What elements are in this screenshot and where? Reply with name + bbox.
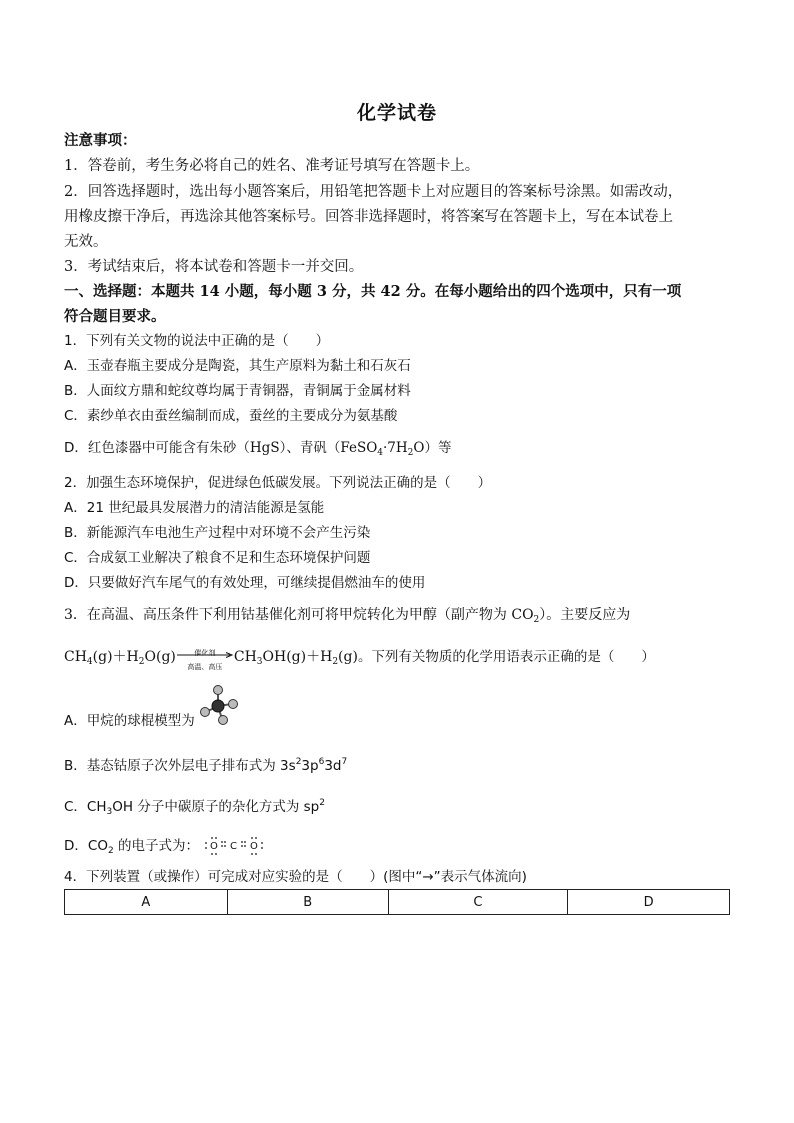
- page-title: 化学试卷: [356, 102, 437, 124]
- section-1-heading-line-1: 一、选择题：本题共 14 小题，每小题 3 分，共 42 分。在每小题给出的四个选项中，只有一项: [64, 283, 682, 300]
- q3-eq-right: CH: [233, 649, 257, 665]
- q1-d-feso: FeSO: [340, 440, 378, 456]
- q3-b-prefix: B．基态钴原子次外层电子排布式为 3s: [64, 758, 296, 774]
- q3-stem-part-1: 3．在高温、高压条件下利用钴基催化剂可将甲烷转化为甲醇（副产物为 CO: [64, 607, 534, 623]
- notice-item-2-line-1: 2．回答选择题时，选出每小题答案后，用铅笔把答题卡上对应题目的答案标号涂黑。如需改动，: [64, 184, 683, 200]
- q3-eq-left-2: (g)＋H: [92, 649, 139, 665]
- q1-d-dot: ·7H: [383, 440, 408, 456]
- table-row: [65, 890, 730, 915]
- section-1-heading-line-2: 符合题目要求。: [64, 308, 166, 325]
- q1-option-b: B．人面纹方鼎和蛇纹尊均属于青铜器，青铜属于金属材料: [64, 383, 411, 399]
- co2-electron-formula: [203, 835, 265, 857]
- q3-b-p: 3p: [301, 758, 319, 774]
- arrow-condition-top: 催化剂: [194, 649, 216, 657]
- q1-option-c: C．素纱单衣由蚕丝编制而成，蚕丝的主要成分为氨基酸: [64, 408, 398, 424]
- q3-equation: $CH_4(g)+H_2O(g)$ 催化剂 高温、高压 $CH_3OH(g)+H_2(g)$。下列有关物质的化学用语表示正确的是（ ）: [64, 647, 655, 672]
- arrow-condition-bottom: 高温、高压: [187, 663, 223, 671]
- q1-d-mid: ）、青矾（: [279, 440, 341, 456]
- q3-stem: 3．在高温、高压条件下利用钴基催化剂可将甲烷转化为甲醇（副产物为 $CO_2$）。主要反应为: [64, 607, 631, 625]
- q2-option-d: D．只要做好汽车尾气的有效处理，可继续提倡燃油车的使用: [64, 575, 426, 591]
- notice-item-2-line-2: 用橡皮擦干净后，再选涂其他答案标号。回答非选择题时，将答案写在答题卡上，写在本试卷上: [64, 209, 673, 225]
- q1-option-d: D．红色漆器中可能含有朱砂（HgS）、青矾$(FeSO_4\cdot 7H_2O)$等: [64, 440, 452, 458]
- q3-a-label: A．甲烷的球棍模型为: [64, 713, 195, 729]
- q3-eq-right-2: OH(g)＋H: [262, 649, 333, 665]
- q3-eq-left-3: O(g): [144, 649, 176, 665]
- q1-d-hgs: HgS: [249, 440, 280, 456]
- q3-stem-part-2: ）。主要反应为: [539, 607, 631, 623]
- q1-d-prefix: D．红色漆器中可能含有朱砂（: [64, 440, 250, 456]
- q3-eq-tail: 。下列有关物质的化学用语表示正确的是（ ）: [357, 649, 655, 665]
- q4-header-b: B: [227, 890, 388, 915]
- q3-c-mid: OH 分子中碳原子的杂化方式为 sp: [112, 799, 320, 815]
- q2-option-a: A．21 世纪最具发展潜力的清洁能源是氢能: [64, 500, 325, 516]
- q1-d-suffix: ）等: [424, 440, 452, 456]
- q1-d-o: O: [413, 440, 425, 456]
- q4-stem: 4．下列装置（或操作）可完成对应实验的是（ ）(图中“→”表示气体流向): [64, 869, 527, 885]
- q3-option-d: D．$CO_2$ 的电子式为： O C O: [64, 835, 265, 861]
- q1-option-a: A．玉壶春瓶主要成分是陶瓷，其生产原料为黏土和石灰石: [64, 358, 411, 374]
- q4-options-table: [64, 889, 730, 915]
- notice-item-2-line-3: 无效。: [64, 234, 108, 250]
- reaction-arrow: [176, 647, 234, 671]
- q3-b-d: 3d: [324, 758, 342, 774]
- q3-d-prefix: D．CO: [64, 838, 108, 854]
- q3-eq-left: CH: [64, 649, 87, 665]
- notice-item-1: 1．答卷前，考生务必将自己的姓名、准考证号填写在答题卡上。: [64, 158, 480, 174]
- notice-heading: 注意事项：: [64, 132, 137, 149]
- q2-option-b: B．新能源汽车电池生产过程中对环境不会产生污染: [64, 525, 371, 541]
- q1-stem: 1．下列有关文物的说法中正确的是（ ）: [64, 333, 330, 349]
- q2-stem: 2．加强生态环境保护，促进绿色低碳发展。下列说法正确的是（ ）: [64, 475, 492, 491]
- methane-ball-stick-model: [198, 684, 242, 726]
- q2-option-c: C．合成氨工业解决了粮食不足和生态环境保护问题: [64, 550, 371, 566]
- q4-header-c: C: [388, 890, 568, 915]
- q3-eq-right-3: (g): [338, 649, 358, 665]
- svg-text:O: O: [210, 841, 219, 852]
- q3-option-a: [64, 711, 195, 731]
- svg-text:O: O: [250, 841, 259, 852]
- notice-item-3: 3．考试结束后，将本试卷和答题卡一并交回。: [64, 259, 364, 275]
- q3-c-prefix: C．CH: [64, 799, 107, 815]
- q3-d-mid: 的电子式为：: [113, 838, 199, 854]
- svg-text:C: C: [230, 841, 238, 852]
- q4-header-a: A: [65, 890, 228, 915]
- q4-header-d: D: [568, 890, 730, 915]
- q3-option-c: C．$CH_3OH$ 分子中碳原子的杂化方式为 $sp^2$: [64, 798, 325, 817]
- q3-option-b: B．基态钴原子次外层电子排布式为 $3s^23p^63d^7$: [64, 757, 348, 774]
